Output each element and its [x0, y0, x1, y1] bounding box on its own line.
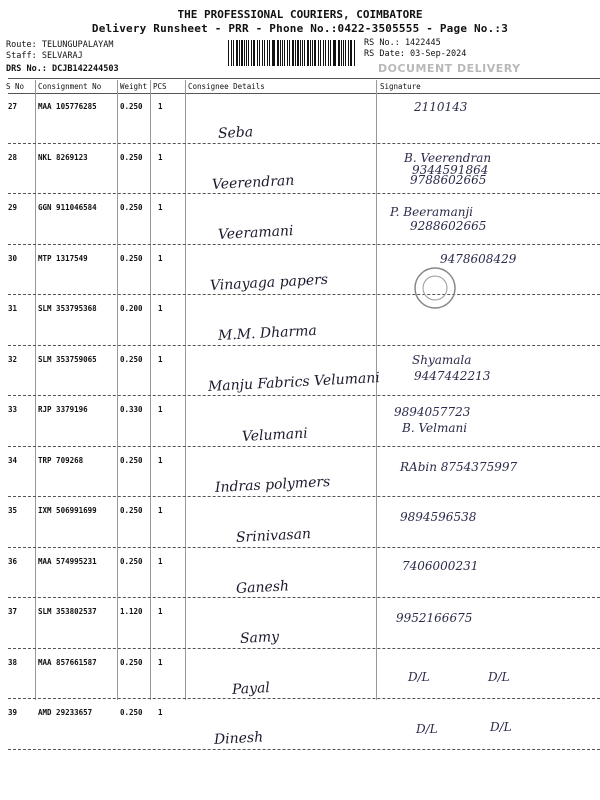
barcode-bar	[267, 40, 268, 66]
row-consignment-no: MTP 1317549	[38, 253, 88, 263]
row-consignment-no: NKL 8269123	[38, 152, 88, 162]
row-separator	[8, 749, 600, 750]
barcode-bar	[330, 40, 331, 66]
barcode-bar	[233, 40, 234, 66]
row-separator	[8, 294, 600, 295]
row-consignment-no: SLM 353802537	[38, 607, 97, 616]
barcode-bar	[328, 40, 329, 66]
row-sno: 34	[8, 455, 18, 465]
route-label: Route: TELUNGUPALAYAM	[6, 40, 114, 50]
barcode	[228, 40, 356, 66]
row-signature-note: D/L	[408, 669, 430, 684]
row-weight: 0.250	[120, 354, 143, 364]
barcode-bar	[350, 40, 352, 66]
barcode-bar	[259, 40, 260, 66]
barcode-bar	[310, 40, 311, 66]
row-signature-note: 9894596538	[400, 510, 477, 524]
barcode-bar	[277, 40, 278, 66]
barcode-bar	[323, 40, 324, 66]
barcode-bar	[287, 40, 288, 66]
row-consignee-handwritten: Indras polymers	[214, 473, 331, 496]
row-consignment-no: MAA 574995231	[38, 556, 97, 566]
row-separator	[8, 547, 600, 548]
row-signature-note: 7406000231	[402, 558, 479, 573]
barcode-bar	[333, 40, 334, 66]
row-consignee-handwritten: Samy	[239, 628, 280, 647]
row-sno: 39	[8, 708, 18, 717]
barcode-bar	[354, 40, 355, 66]
row-signature-note: D/L	[490, 720, 512, 734]
barcode-bar	[348, 40, 349, 66]
row-consignee-handwritten: Srinivasan	[235, 526, 312, 546]
row-pcs: 1	[158, 657, 163, 667]
barcode-bar	[248, 40, 249, 66]
row-consignment-no: RJP 3379196	[38, 405, 88, 414]
row-pcs: 1	[158, 607, 163, 616]
row-signature-note: D/L	[488, 669, 510, 684]
header-top-rule	[8, 78, 600, 79]
barcode-bar	[297, 40, 298, 66]
row-consignee-handwritten: Dinesh	[213, 729, 264, 748]
row-signature-note: 9344591864	[412, 162, 489, 177]
barcode-bar	[251, 40, 252, 66]
barcode-bar	[244, 40, 245, 66]
row-sno: 33	[8, 405, 18, 414]
col-signature: Signature	[380, 82, 421, 91]
drs-number: DRS No.: DCJB142244503	[6, 64, 119, 74]
row-pcs: 1	[158, 405, 163, 414]
row-signature-note: RAbin 8754375997	[400, 459, 518, 474]
col-sno: S No	[6, 82, 25, 91]
barcode-bar	[325, 40, 326, 66]
row-pcs: 1	[158, 354, 163, 364]
row-pcs: 1	[158, 253, 163, 263]
col-divider	[376, 80, 377, 700]
row-sno: 35	[8, 506, 18, 515]
barcode-bar	[272, 40, 273, 66]
row-signature-note: 9894057723	[394, 405, 471, 419]
row-signature-note: 9788602665	[410, 172, 487, 187]
document-delivery-stamp: DOCUMENT DELIVERY	[378, 62, 521, 75]
row-consignment-no: SLM 353759065	[38, 354, 97, 364]
barcode-bar	[262, 40, 263, 66]
row-weight: 0.250	[120, 506, 143, 515]
barcode-bar	[231, 40, 232, 66]
barcode-bar	[334, 40, 336, 66]
row-signature-note: D/L	[416, 722, 438, 736]
barcode-bar	[228, 40, 229, 66]
row-weight: 1.120	[120, 607, 143, 616]
row-weight: 0.250	[120, 708, 143, 717]
row-signature-note: 2110143	[414, 100, 468, 114]
row-separator	[8, 193, 600, 194]
barcode-bar	[282, 40, 283, 66]
row-sno: 36	[8, 556, 18, 566]
header-bottom-rule	[8, 93, 600, 94]
row-consignment-no: MAA 857661587	[38, 657, 97, 667]
company-title: THE PROFESSIONAL COURIERS, COIMBATORE	[177, 8, 423, 21]
row-pcs: 1	[158, 304, 163, 313]
row-pcs: 1	[158, 102, 163, 111]
row-consignment-no: GGN 911046584	[38, 203, 97, 212]
row-signature-note: 9952166675	[396, 611, 473, 625]
row-sno: 28	[8, 152, 18, 162]
row-signature-note: 9288602665	[410, 219, 487, 233]
barcode-bar	[246, 40, 247, 66]
row-consignee-handwritten: Payal	[231, 679, 271, 698]
barcode-bar	[341, 40, 342, 66]
row-weight: 0.250	[120, 152, 143, 162]
row-consignee-handwritten: Ganesh	[235, 577, 290, 597]
barcode-bar	[338, 40, 339, 66]
row-pcs: 1	[158, 556, 163, 566]
row-sno: 29	[8, 203, 18, 212]
barcode-bar	[289, 40, 290, 66]
barcode-bar	[345, 40, 346, 66]
row-consignee-handwritten: Veerendran	[211, 172, 295, 193]
row-consignee-handwritten: M.M. Dharma	[217, 322, 318, 344]
row-weight: 0.200	[120, 304, 143, 313]
row-sno: 32	[8, 354, 18, 364]
row-weight: 0.250	[120, 203, 143, 212]
col-weight: Weight	[120, 82, 148, 91]
barcode-bar	[292, 40, 294, 66]
col-divider	[35, 80, 36, 700]
row-consignment-no: IXM 506991699	[38, 506, 97, 515]
row-weight: 0.250	[120, 102, 143, 111]
row-signature-note: Shyamala	[412, 352, 472, 367]
barcode-bar	[257, 40, 258, 66]
row-consignment-no: SLM 353795368	[38, 304, 97, 313]
row-pcs: 1	[158, 708, 163, 717]
row-weight: 0.250	[120, 253, 143, 263]
col-divider	[150, 80, 151, 700]
col-consignee: Consignee Details	[188, 82, 265, 91]
row-weight: 0.250	[120, 455, 143, 465]
barcode-bar	[239, 40, 240, 66]
row-sno: 27	[8, 102, 18, 111]
row-separator	[8, 143, 600, 144]
row-sno: 37	[8, 607, 18, 616]
row-separator	[8, 446, 600, 447]
barcode-bar	[241, 40, 242, 66]
row-separator	[8, 597, 600, 598]
row-signature-note: B. Veerendran	[404, 150, 492, 165]
row-consignment-no: AMD 29233657	[38, 708, 93, 717]
row-separator	[8, 345, 600, 346]
barcode-bar	[302, 40, 303, 66]
col-pcs: PCS	[153, 82, 167, 91]
barcode-bar	[320, 40, 321, 66]
row-signature-note: 9447442213	[414, 368, 491, 383]
row-consignment-no: TRP 709268	[38, 455, 84, 465]
row-pcs: 1	[158, 506, 163, 515]
row-separator	[8, 698, 600, 699]
barcode-bar	[300, 40, 301, 66]
barcode-bar	[269, 40, 270, 66]
row-weight: 0.250	[120, 657, 143, 667]
barcode-bar	[273, 40, 275, 66]
row-signature-note: 9478608429	[440, 251, 517, 266]
barcode-bar	[236, 40, 238, 66]
barcode-bar	[318, 40, 319, 66]
row-pcs: 1	[158, 152, 163, 162]
row-weight: 0.330	[120, 405, 143, 414]
row-consignee-handwritten: Veeramani	[217, 223, 294, 243]
rs-number: RS No.: 1422445	[364, 38, 441, 48]
barcode-bar	[295, 40, 296, 66]
staff-label: Staff: SELVARAJ	[6, 51, 83, 61]
barcode-bar	[284, 40, 285, 66]
barcode-bar	[343, 40, 344, 66]
rs-date: RS Date: 03-Sep-2024	[364, 49, 467, 59]
barcode-bar	[307, 40, 308, 66]
row-pcs: 1	[158, 203, 163, 212]
barcode-bar	[312, 40, 313, 66]
row-separator	[8, 244, 600, 245]
col-consignment: Consignment No	[38, 82, 102, 91]
col-divider	[185, 80, 186, 700]
barcode-bar	[280, 40, 281, 66]
row-separator	[8, 395, 600, 396]
row-sno: 38	[8, 657, 18, 667]
row-consignee-handwritten: Manju Fabrics Velumani	[207, 369, 381, 395]
row-sno: 30	[8, 253, 18, 263]
row-signature-note: P. Beeramanji	[390, 205, 474, 219]
barcode-bar	[253, 40, 255, 66]
row-consignee-handwritten: Vinayaga papers	[209, 271, 329, 294]
row-sno: 31	[8, 304, 18, 313]
col-divider	[117, 80, 118, 700]
row-weight: 0.250	[120, 556, 143, 566]
barcode-bar	[264, 40, 265, 66]
runsheet-subtitle: Delivery Runsheet - PRR - Phone No.:0422-3505555 - Page No.:3	[91, 22, 509, 35]
row-signature-note: B. Velmani	[402, 421, 468, 435]
row-separator	[8, 648, 600, 649]
barcode-bar	[304, 40, 305, 66]
row-consignment-no: MAA 105776285	[38, 102, 97, 111]
row-pcs: 1	[158, 455, 163, 465]
seal-stamp	[413, 266, 457, 310]
row-consignee-handwritten: Seba	[217, 124, 254, 142]
row-consignee-handwritten: Velumani	[241, 425, 309, 445]
barcode-bar	[314, 40, 316, 66]
row-separator	[8, 496, 600, 497]
